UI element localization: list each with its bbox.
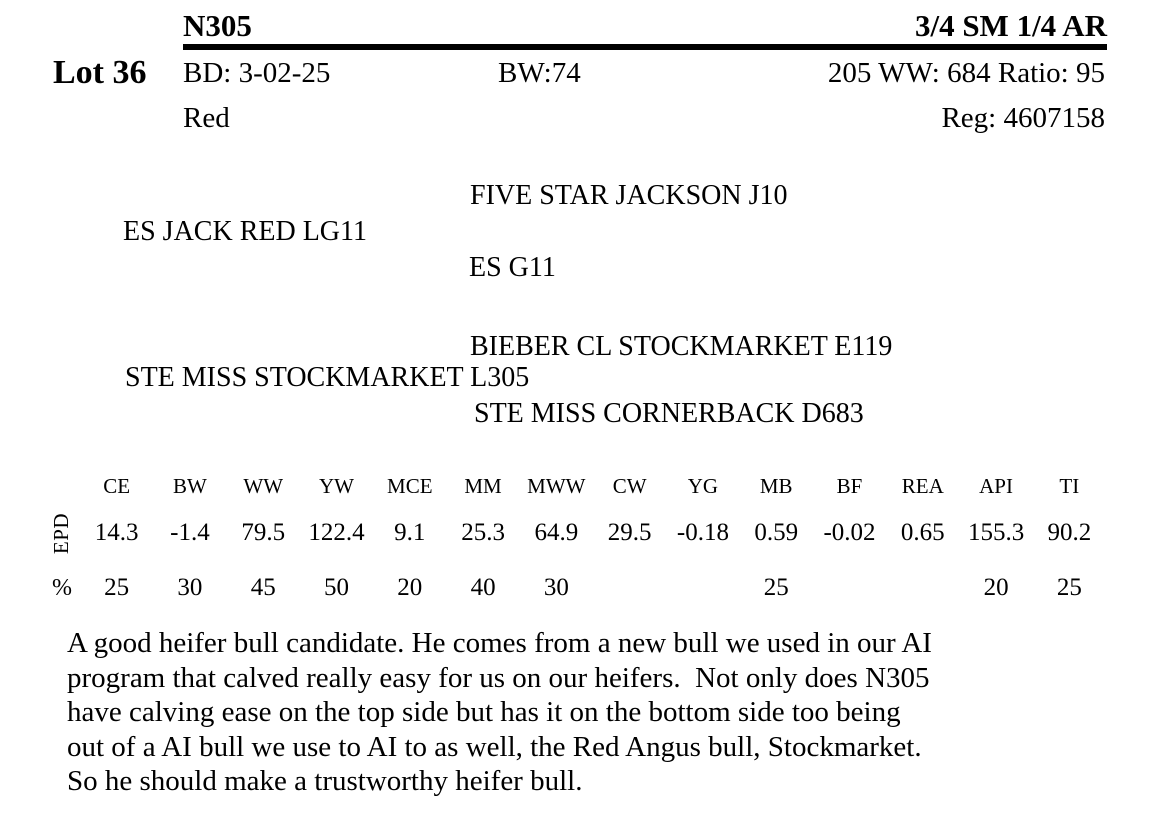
epd-row-label-text: EPD [49, 512, 74, 554]
percentile-value [593, 562, 666, 614]
epd-value: 0.65 [900, 519, 945, 546]
epd-value: 9.1 [394, 519, 426, 546]
epd-value: 64.9 [534, 519, 579, 546]
header-info-row-2 [183, 97, 1107, 140]
epd-row-label [44, 504, 80, 562]
animal-tag: N305 [183, 8, 252, 43]
percentile-value: 20 [397, 574, 423, 601]
percentile-value: 30 [177, 574, 203, 601]
epd-column-header: MWW [527, 473, 586, 498]
percentile-value: 45 [250, 574, 276, 601]
pedigree-dam-dam: STE MISS CORNERBACK D683 [474, 398, 864, 429]
epd-column-header: MM [464, 473, 502, 498]
description-line: A good heifer bull candidate. He comes from a new bull we used in our AI [67, 627, 932, 659]
epd-value: 14.3 [94, 519, 139, 546]
weaning-weight: 205 WW: 684 Ratio: 95 [827, 57, 1105, 89]
percentile-value: 40 [470, 574, 496, 601]
epd-column-header: TI [1059, 473, 1080, 498]
epd-value: 155.3 [967, 519, 1025, 546]
percentile-value: 30 [543, 574, 569, 601]
percentile-value: 25 [763, 574, 789, 601]
epd-corner-spacer [44, 468, 80, 504]
pedigree-dam: STE MISS STOCKMARKET L305 [125, 362, 530, 393]
epd-value: 29.5 [607, 519, 652, 546]
pedigree-dam-sire: BIEBER CL STOCKMARKET E119 [470, 331, 893, 362]
pedigree-sire-dam: ES G11 [469, 252, 556, 283]
epd-value: 122.4 [308, 519, 365, 546]
animal-header [183, 8, 1107, 140]
percentile-value [666, 562, 739, 614]
birth-date: BD: 3-02-25 [183, 57, 331, 89]
birth-weight: BW:74 [498, 57, 581, 89]
epd-value: 0.59 [754, 519, 799, 546]
percentile-value: 25 [1056, 574, 1082, 601]
epd-value: 25.3 [461, 519, 505, 546]
epd-column-header: MB [759, 473, 793, 498]
animal-color: Red [183, 102, 230, 134]
epd-column-header: YG [687, 473, 719, 498]
epd-column-header: WW [243, 473, 284, 498]
epd-value: 90.2 [1047, 519, 1092, 546]
epd-value: -1.4 [170, 519, 210, 546]
epd-value: -0.02 [823, 519, 876, 546]
description-line: have calving ease on the top side but has it on the bottom side too being [67, 696, 901, 728]
epd-column-header: BW [173, 473, 207, 498]
pedigree-sire-sire: FIVE STAR JACKSON J10 [470, 180, 788, 211]
percentile-value: 20 [983, 574, 1009, 601]
percentile-value [813, 562, 886, 614]
percentile-value [886, 562, 959, 614]
epd-column-header: CW [612, 473, 647, 498]
description-line: So he should make a trustworthy heifer bull. [67, 765, 583, 797]
breed-composition: 3/4 SM 1/4 AR [914, 8, 1107, 43]
registration-number: Reg: 4607158 [941, 102, 1105, 134]
epd-table [44, 468, 1106, 614]
header-title-row [183, 8, 1107, 50]
epd-column-header: CE [103, 473, 131, 498]
epd-column-header: BF [836, 473, 863, 498]
epd-value: -0.18 [676, 519, 729, 546]
pedigree-sire: ES JACK RED LG11 [123, 216, 367, 247]
percentile-value: 25 [104, 574, 130, 601]
epd-value: 79.5 [241, 519, 286, 546]
epd-column-header: API [979, 473, 1013, 498]
epd-column-header: YW [318, 473, 354, 498]
epd-column-header: REA [901, 473, 944, 498]
header-info-row-1 [183, 52, 1107, 95]
percentile-row-label: % [52, 574, 72, 601]
lot-description [67, 626, 1127, 799]
description-line: program that calved really easy for us on our heifers. Not only does N305 [67, 661, 930, 694]
description-line: out of a AI bull we use to AI to as well, the Red Angus bull, Stockmarket. [67, 730, 922, 763]
epd-column-header: MCE [387, 473, 433, 498]
percentile-value: 50 [323, 574, 349, 601]
lot-number: Lot 36 [53, 54, 147, 91]
